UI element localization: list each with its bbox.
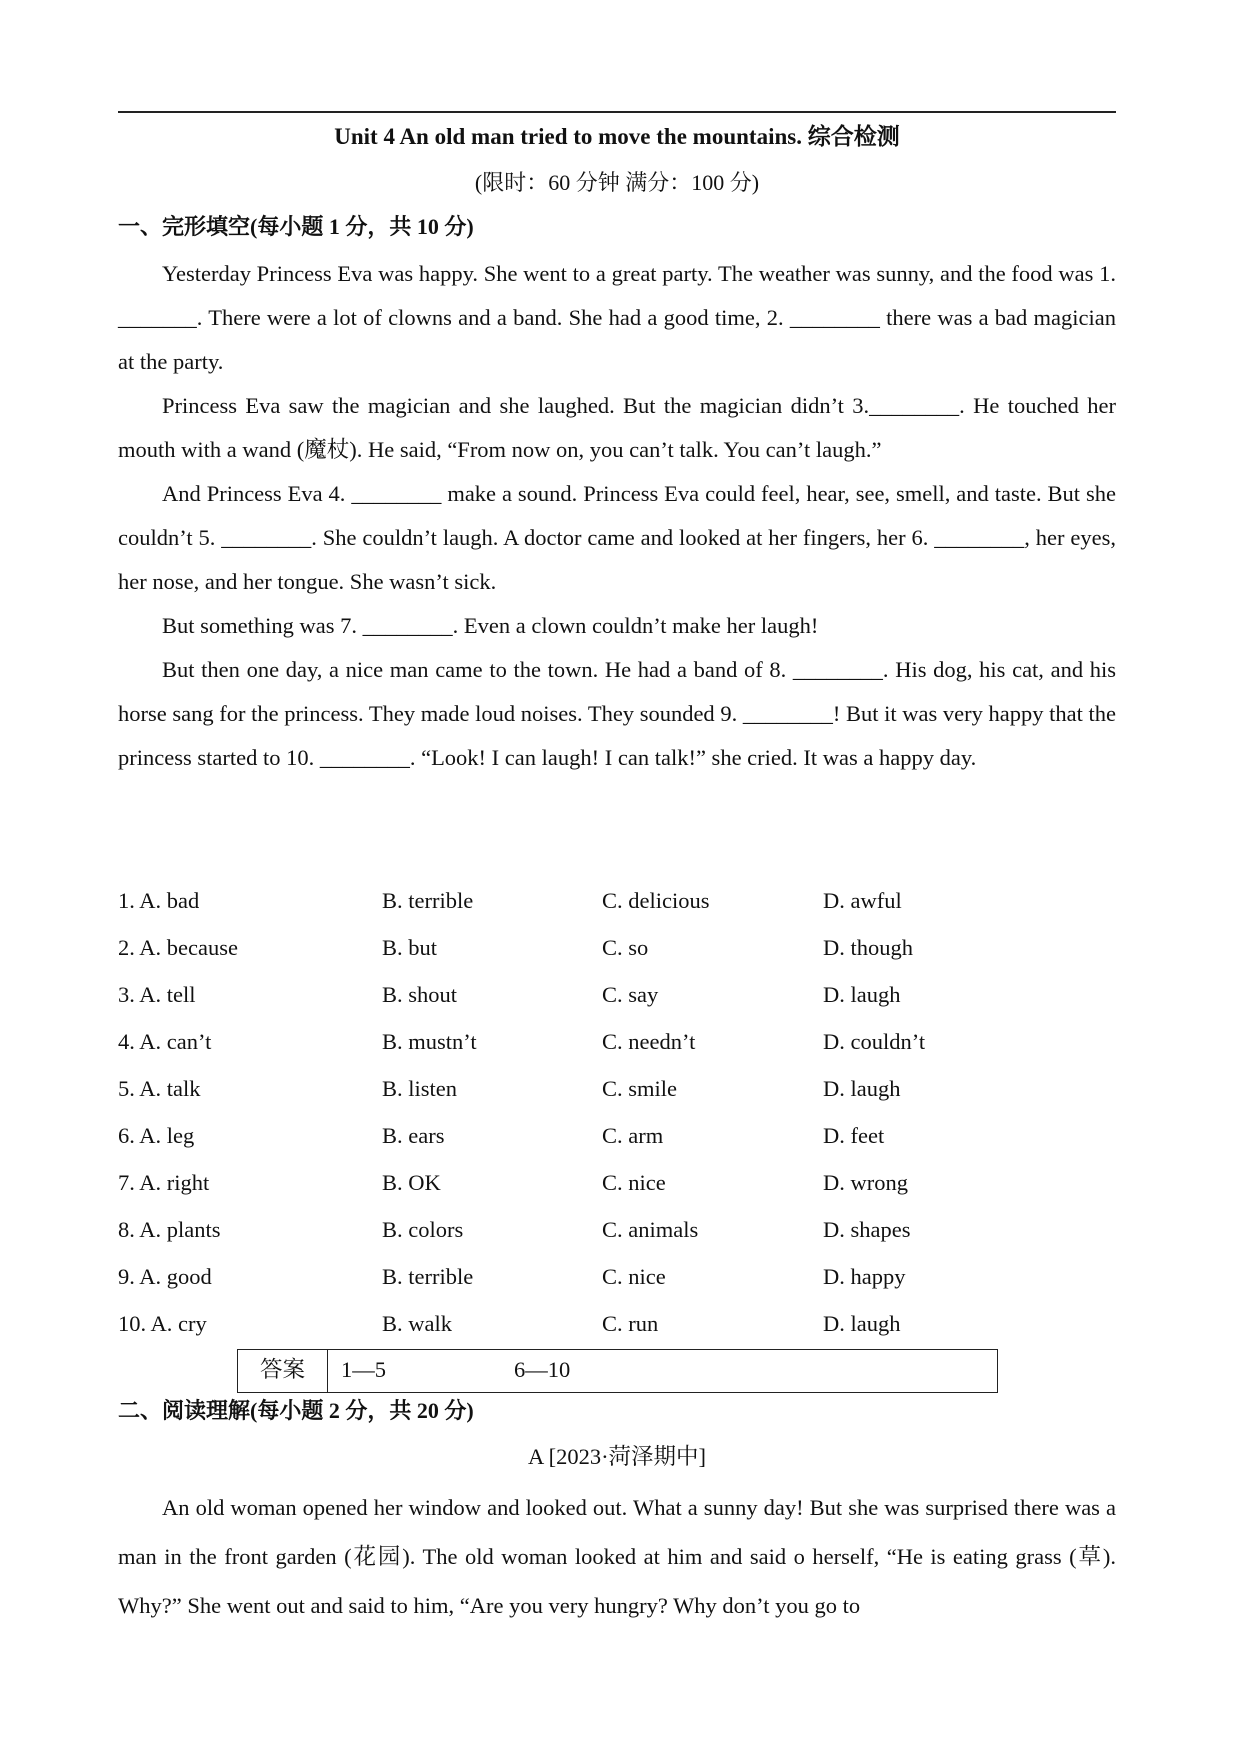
answer-label: 答案 xyxy=(238,1350,328,1392)
option-b: B. listen xyxy=(382,1076,458,1101)
page-subtitle: (限时：60 分钟 满分：100 分) xyxy=(474,170,760,195)
passage-paragraph: But then one day, a nice man came to the town. He had a band of 8. ________. His dog, his cat, and his horse sang for the princess. They made loud noises. They sounded 9. ________! But it was very happy that the princess started to 10. ________. “Look! I can laugh! I can talk!” she cried. It was a happy day. xyxy=(118,657,1116,770)
option-c: C. nice xyxy=(602,1264,666,1289)
option-d: D. happy xyxy=(823,1264,906,1289)
option-row xyxy=(118,1119,1116,1166)
option-row xyxy=(118,1072,1116,1119)
option-row xyxy=(118,1213,1116,1260)
passage-paragraph: Princess Eva saw the magician and she laughed. But the magician didn’t 3.________. He touched her mouth with a wand (魔杖). He said, “From now on, you can’t talk. You can’t laugh.” xyxy=(118,393,1116,462)
option-a: 5. A. talk xyxy=(118,1076,201,1101)
section2-passage xyxy=(118,1483,1116,1630)
option-d: D. couldn’t xyxy=(823,1029,926,1054)
option-c: C. say xyxy=(602,982,659,1007)
answer-range-2: 6—10 xyxy=(514,1357,571,1382)
option-b: B. colors xyxy=(382,1217,464,1242)
option-b: B. walk xyxy=(382,1311,452,1336)
passage-paragraph: An old woman opened her window and looked out. What a sunny day! But she was surprised there was a man in the front garden (花园). The old woman looked at him and said o herself, “He is eating grass (草). Why?” She went out and said to him, “Are you very hungry? Why don’t you go to xyxy=(118,1495,1116,1618)
option-row xyxy=(118,931,1116,978)
option-d: D. shapes xyxy=(823,1217,911,1242)
option-a: 9. A. good xyxy=(118,1264,212,1289)
option-d: D. awful xyxy=(823,888,902,913)
option-a: 6. A. leg xyxy=(118,1123,195,1148)
option-c: C. animals xyxy=(602,1217,699,1242)
top-rule xyxy=(118,111,1116,113)
option-a: 10. A. cry xyxy=(118,1311,207,1336)
option-b: B. but xyxy=(382,935,438,960)
option-b: B. mustn’t xyxy=(382,1029,477,1054)
passage-paragraph: Yesterday Princess Eva was happy. She went to a great party. The weather was sunny, and the food was 1. _______. There were a lot of clowns and a band. She had a good time, 2. ________ there was a bad magician at the party. xyxy=(118,261,1116,374)
option-d: D. wrong xyxy=(823,1170,908,1195)
passage-paragraph: And Princess Eva 4. ________ make a sound. Princess Eva could feel, hear, see, smell, and taste. But she couldn’t 5. ________. She couldn’t laugh. A doctor came and looked at her fingers, her 6. ________, her eyes, her nose, and her tongue. She wasn’t sick. xyxy=(118,481,1116,594)
option-b: B. ears xyxy=(382,1123,445,1148)
option-c: C. delicious xyxy=(602,888,710,913)
option-row xyxy=(118,978,1116,1025)
option-c: C. nice xyxy=(602,1170,666,1195)
section1-passage xyxy=(118,252,1116,780)
option-c: C. arm xyxy=(602,1123,664,1148)
passage-paragraph: But something was 7. ________. Even a clown couldn’t make her laugh! xyxy=(162,613,819,638)
option-c: C. so xyxy=(602,935,649,960)
option-a: 1. A. bad xyxy=(118,888,200,913)
option-a: 7. A. right xyxy=(118,1170,210,1195)
option-b: B. terrible xyxy=(382,888,474,913)
section1-heading: 一、完形填空(每小题 1 分，共 10 分) xyxy=(118,214,474,239)
option-a: 3. A. tell xyxy=(118,982,196,1007)
answer-range-1: 1—5 xyxy=(341,1357,386,1382)
page-title: Unit 4 An old man tried to move the mountains. 综合检测 xyxy=(334,124,900,149)
section2-heading: 二、阅读理解(每小题 2 分，共 20 分) xyxy=(118,1398,474,1423)
option-d: D. feet xyxy=(823,1123,885,1148)
option-row xyxy=(118,1260,1116,1307)
passage-a-heading: A [2023·菏泽期中] xyxy=(527,1444,707,1469)
option-row xyxy=(118,1307,1116,1354)
option-row xyxy=(118,1166,1116,1213)
option-b: B. OK xyxy=(382,1170,441,1195)
option-d: D. laugh xyxy=(823,1311,901,1336)
option-a: 8. A. plants xyxy=(118,1217,221,1242)
option-d: D. laugh xyxy=(823,1076,901,1101)
option-row xyxy=(118,1025,1116,1072)
option-c: C. run xyxy=(602,1311,659,1336)
option-d: D. laugh xyxy=(823,982,901,1007)
option-d: D. though xyxy=(823,935,913,960)
option-b: B. terrible xyxy=(382,1264,474,1289)
option-c: C. smile xyxy=(602,1076,678,1101)
option-a: 4. A. can’t xyxy=(118,1029,212,1054)
option-b: B. shout xyxy=(382,982,458,1007)
answer-box[interactable] xyxy=(237,1349,998,1393)
option-a: 2. A. because xyxy=(118,935,238,960)
option-row xyxy=(118,884,1116,931)
options-list xyxy=(118,884,1116,1354)
option-c: C. needn’t xyxy=(602,1029,696,1054)
